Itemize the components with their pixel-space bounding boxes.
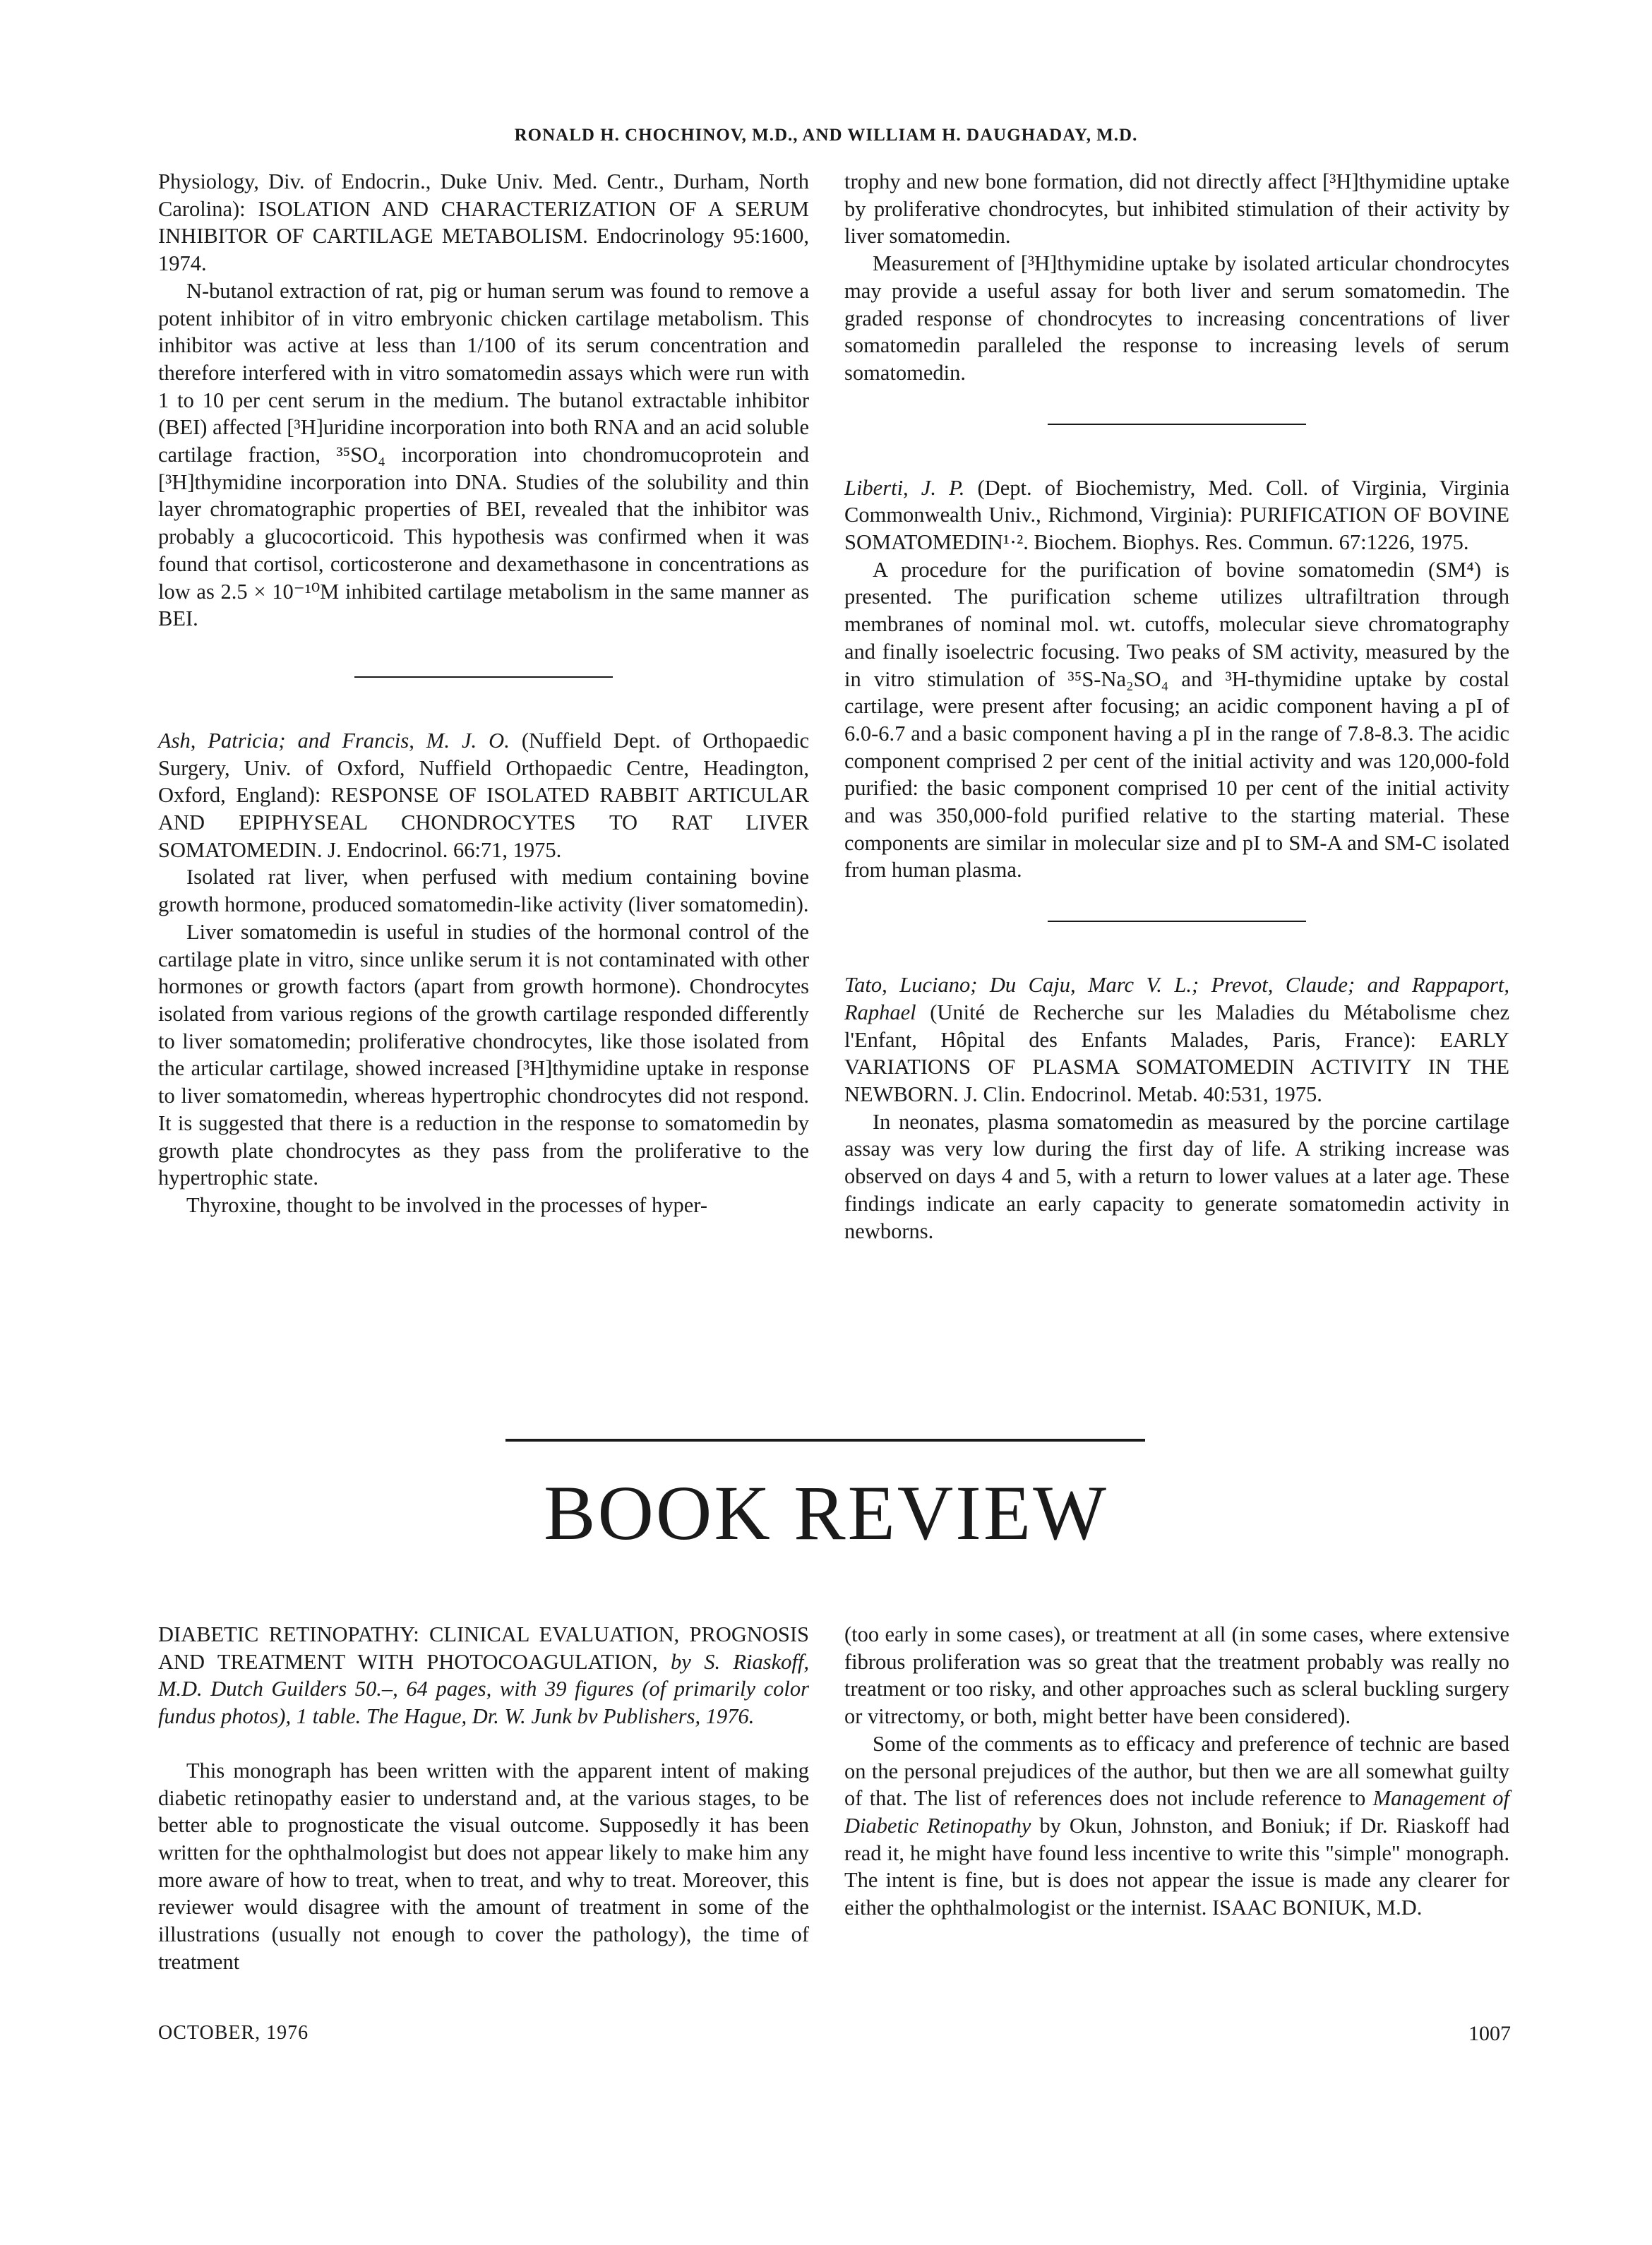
review-paragraph: This monograph has been written with the apparent intent of making diabetic retinopathy easier to understand and, at the various stages, to be better able to prognosticate the visual outcome. Supposedly it has been written for the ophthalmologist but does not appear likely to make him any more aware of how to treat, when to treat, and why to treat. Moreover, this reviewer would disagree with the amount of treatment in some of the illustrations (usually not enough to cover the pathology), the time of treatment [158, 1758, 809, 1974]
abstract-paragraph: A procedure for the purification of bovine somatomedin (SM⁴) is presented. The purification scheme utilizes ultrafiltration through membranes of nominal mol. wt. cutoffs, molecular sieve chromatography and finally isoelectric focusing. Two peaks of SM activity, measured by the in vitro stimulation of ³⁵S-Na₂SO₄ and ³H-thymidine uptake by costal cartilage, were present after focusing; an acidic component having a pI of 6.0-6.7 and a basic component having a pI in the range of 7.8-8.3. The acidic component comprised 2 per cent of the initial activity and was 120,000-fold purified: the basic component comprised 10 per cent of the initial activity and was 350,000-fold purified relative to the starting material. These components are similar in molecular size and pI to SM-A and SM-C isolated from human plasma. [844, 557, 1509, 882]
reviewer-name: ISAAC BONIUK, M.D. [1211, 1896, 1423, 1920]
review-paragraph: (too early in some cases), or treatment at all (in some cases, where extensive fibrous proliferation was so great that the treatment probably was really no treatment or too risky, and other approaches such as scleral buckling surgery or vitrectomy, or both, might better have been considered). [844, 1622, 1509, 1729]
abstract-paragraph: Thyroxine, thought to be involved in the processes of hyper- [186, 1192, 708, 1217]
review-left-column [158, 1621, 809, 1975]
section-title: BOOK REVIEW [544, 1470, 1108, 1556]
review-text: Some of the comments as to efficacy and preference of technic are based on the personal prejudices of the author, but then we are all somewhat guilty of that. The list of references does not include reference to [844, 1731, 1509, 1811]
book-details: by S. Riaskoff, M.D. Dutch Guilders 50.–, 64 pages, with 39 figures (of primarily color fundus photos), 1 table. The Hague, Dr. W. Junk bv Publishers, 1976. [158, 1649, 810, 1729]
abstract-paragraph: Liver somatomedin is useful in studies of the hormonal control of the cartilage plate in vitro, since unlike serum it is not contaminated with other hormones or growth factors (apart from growth hormone). Chondrocytes isolated from various regions of the growth cartilage responded differently to liver somatomedin; proliferative chondrocytes, like those isolated from the articular cartilage, showed increased [³H]thymidine uptake in response to liver somatomedin, whereas hypertrophic chondrocytes did not respond. It is suggested that there is a reduction in the response to somatomedin by growth plate chondrocytes as they pass from the proliferative to the hypertrophic state. [158, 919, 809, 1190]
citation-authors: Ash, Patricia; and Francis, M. J. O. [158, 728, 510, 753]
abstract-paragraph: N-butanol extraction of rat, pig or human serum was found to remove a potent inhibitor of in vitro embryonic chicken cartilage metabolism. This inhibitor was active at less than 1/100 of its serum concentration and therefore interfered with in vitro somatomedin assays which were run with 1 to 10 per cent serum in the medium. The butanol extractable inhibitor (BEI) affected [³H]uridine incorporation into both RNA and an acid soluble cartilage fraction, ³⁵SO₄ incorporation into chondromucoprotein and [³H]thymidine incorporation into DNA. Studies of the solubility and thin layer chromatographic properties of BEI, revealed that the inhibitor was probably a glucocorticoid. This hypothesis was confirmed when it was found that cortisol, corticosterone and dexamethasone in concentrations as low as 2.5 × 10⁻¹⁰M inhibited cartilage metabolism in the same manner as BEI. [158, 278, 809, 631]
review-right-column [844, 1621, 1509, 1922]
citation-continued [158, 168, 809, 277]
citation-authors: Liberti, J. P. [844, 475, 965, 500]
footer-date: OCTOBER, 1976 [158, 2022, 309, 2044]
citation-details: (Dept. of Biochemistry, Med. Coll. of Virginia, Virginia Commonwealth Univ., Richmond, Virginia): PURIFICATION OF BOVINE SOMATOMEDIN¹·². Biochem. Biophys. Res. Commun. 67:1226, 1975. [844, 475, 1509, 555]
citation-liberti [844, 474, 1509, 556]
citation-text: Physiology, Div. of Endocrin., Duke Univ. Med. Centr., Durham, North Carolina): ISOLATION AND CHARACTERIZATION OF A SERUM INHIBITOR OF CARTILAGE METABOLISM. Endocrinology 95:1600, 1974. [158, 169, 809, 276]
abstract-paragraph: trophy and new bone formation, did not directly affect [³H]thymidine uptake by proliferative chondrocytes, but inhibited stimulation of their activity by liver somatomedin. [844, 169, 1509, 249]
abstract-paragraph: In neonates, plasma somatomedin as measured by the porcine cartilage assay was very low during the first day of life. A striking increase was observed on days 4 and 5, with a return to lower values at a later age. These findings indicate an early capacity to generate somatomedin activity in newborns. [844, 1109, 1509, 1243]
citation-authors: Tato, Luciano; Du Caju, Marc V. L.; Prevot, Claude; and Rappaport, Raphael [844, 973, 1509, 1024]
review-heading [158, 1621, 809, 1730]
citation-details: (Unité de Recherche sur les Maladies du Métabolisme chez l'Enfant, Hôpital des Enfants Malades, Paris, France): EARLY VARIATIONS OF PLASMA SOMATOMEDIN ACTIVITY IN THE NEWBORN. J. Clin. Endocrinol. Metab. 40:531, 1975. [844, 1000, 1509, 1106]
abstract-paragraph: Measurement of [³H]thymidine uptake by isolated articular chondrocytes may provide a useful assay for both liver and serum somatomedin. The graded response of chondrocytes to increasing concentrations of liver somatomedin paralleled the response to increasing levels of serum somatomedin. [844, 251, 1509, 385]
referenced-book-title: Management of Diabetic Retinopathy [844, 1786, 1509, 1838]
page-number: 1007 [1468, 2022, 1511, 2045]
citation-ash [158, 727, 809, 864]
review-text: by Okun, Johnston, and Boniuk; if Dr. Riaskoff had read it, he might have found less incentive to write this "simple" monograph. The intent is fine, but is does not appear the issue is made any clearer for either the ophthalmologist or the internist. [844, 1813, 1509, 1920]
left-column [158, 168, 809, 1219]
section-rule [505, 1439, 1145, 1442]
book-title: DIABETIC RETINOPATHY: CLINICAL EVALUATION, PROGNOSIS AND TREATMENT WITH PHOTOCOAGULATION, [158, 1622, 809, 1674]
running-head: RONALD H. CHOCHINOV, M.D., AND WILLIAM H. DAUGHADAY, M.D. [514, 126, 1138, 145]
right-column [844, 168, 1509, 1245]
review-paragraph [844, 1730, 1509, 1922]
citation-tato [844, 971, 1509, 1108]
citation-details: (Nuffield Dept. of Orthopaedic Surgery, Univ. of Oxford, Nuffield Orthopaedic Centre, Headington, Oxford, England): RESPONSE OF ISOLATED RABBIT ARTICULAR AND EPIPHYSEAL CHONDROCYTES TO RAT LIVER SOMATOMEDIN. J. Endocrinol. 66:71, 1975. [158, 728, 809, 862]
abstract-paragraph: Isolated rat liver, when perfused with medium containing bovine growth hormone, produced somatomedin-like activity (liver somatomedin). [158, 865, 809, 917]
